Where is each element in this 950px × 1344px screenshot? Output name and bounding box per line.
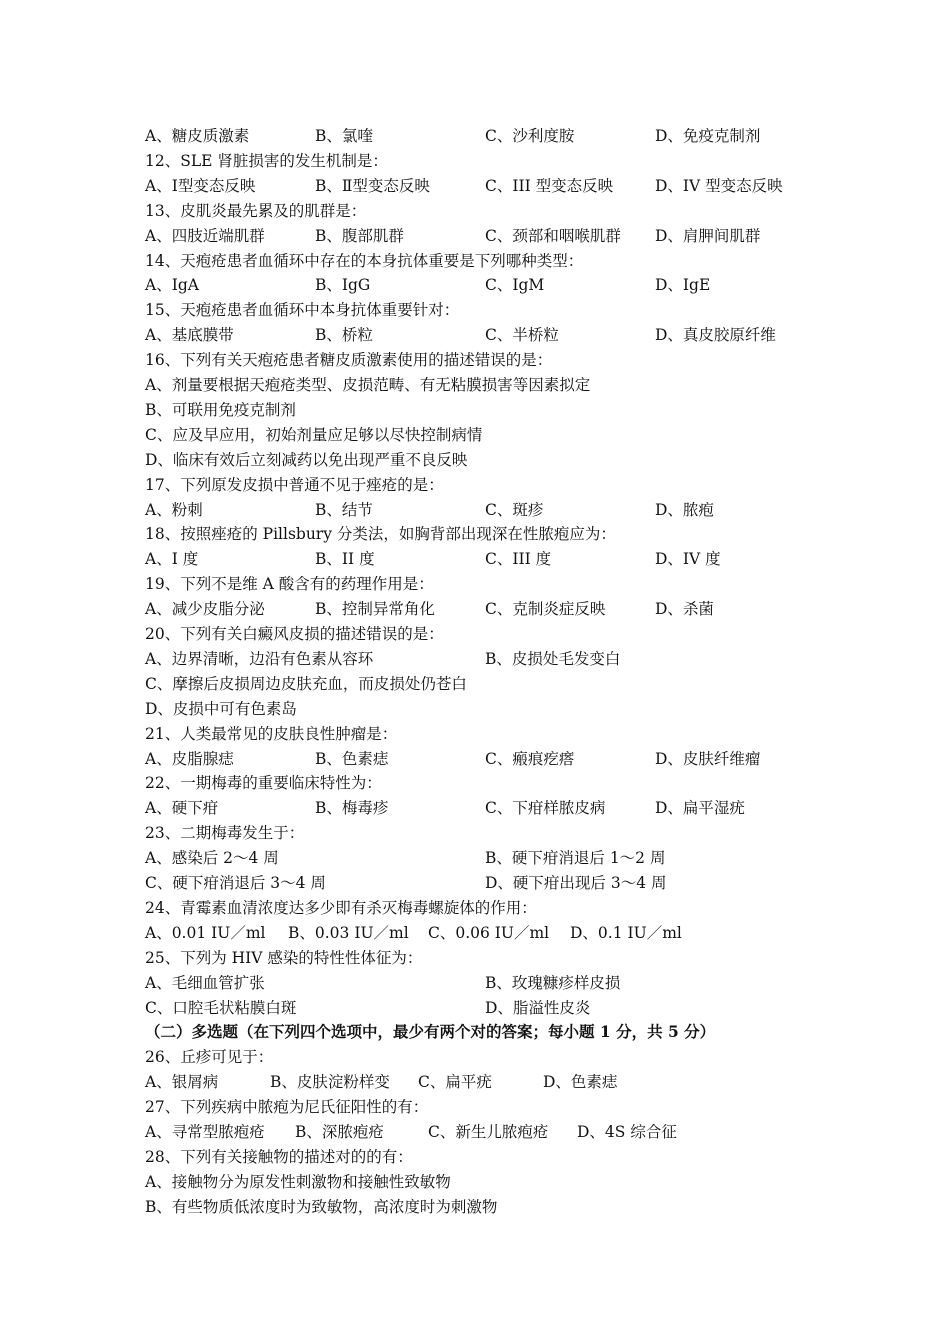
answer-option: C、颈部和咽喉肌群	[485, 226, 621, 245]
answer-option: D、IgE	[655, 276, 711, 295]
answer-option: D、肩胛间肌群	[655, 226, 761, 245]
answer-option: B、玫瑰糠疹样皮损	[485, 973, 621, 992]
question-text: A、剂量要根据天疱疮类型、皮损范畴、有无粘膜损害等因素拟定	[145, 376, 591, 394]
answer-option: D、杀菌	[655, 600, 714, 619]
answer-option: D、0.1 IU／ml	[570, 923, 682, 942]
question-text: B、有些物质低浓度时为致敏物，高浓度时为刺激物	[145, 1197, 498, 1216]
answer-option: B、梅毒疹	[315, 799, 389, 818]
answer-option: B、皮肤淀粉样变	[270, 1073, 390, 1092]
answer-option: B、腹部肌群	[315, 226, 404, 245]
answer-option: D、4S 综合征	[577, 1123, 677, 1141]
answer-option: A、0.01 IU／ml	[145, 923, 266, 942]
question-text: C、应及早应用，初始剂量应足够以尽快控制病情	[145, 425, 483, 444]
question-text: 24、青霉素血清浓度达多少即有杀灭梅毒螺旋体的作用：	[145, 898, 537, 917]
answer-option: A、糖皮质激素	[145, 127, 250, 145]
answer-option: B、结节	[315, 500, 373, 519]
question-text: 17、下列原发皮损中普通不见于痤疮的是：	[145, 475, 444, 494]
answer-option: C、III 度	[485, 550, 552, 569]
answer-option: C、新生儿脓疱疮	[428, 1123, 549, 1141]
answer-option: A、寻常型脓疱疮	[145, 1123, 265, 1141]
answer-option: A、I 度	[145, 550, 199, 569]
answer-option: B、桥粒	[315, 326, 373, 345]
answer-option: B、II 度	[315, 550, 375, 569]
answer-option: C、硬下疳消退后 3～4 周	[145, 874, 326, 892]
answer-option: B、色素痣	[315, 749, 389, 768]
question-text: 18、按照痤疮的 Pillsbury 分类法，如胸背部出现深在性脓疱应为：	[145, 525, 616, 544]
answer-option: A、基底膜带	[145, 326, 234, 345]
question-text: 27、下列疾病中脓疱为尼氏征阳性的有：	[145, 1098, 429, 1117]
answer-option: B、硬下疳消退后 1～2 周	[485, 849, 666, 868]
question-text: 12、SLE 肾脏损害的发生机制是：	[145, 151, 388, 170]
question-text: A、接触物分为原发性刺激物和接触性致敏物	[145, 1172, 451, 1191]
question-text: 14、天疱疮患者血循环中存在的本身抗体重要是下列哪种类型：	[145, 251, 584, 270]
answer-option: A、四肢近端肌群	[145, 226, 265, 245]
question-text: 28、下列有关接触物的描述对的的有：	[145, 1147, 413, 1166]
answer-option: C、沙利度胺	[485, 127, 575, 145]
answer-option: A、感染后 2～4 周	[145, 849, 279, 868]
question-text: C、摩擦后皮损周边皮肤充血，而皮损处仍苍白	[145, 674, 467, 693]
answer-option: D、IV 度	[655, 550, 721, 569]
answer-option: D、IV 型变态反映	[655, 176, 783, 195]
answer-option: A、边界清晰，边沿有色素从容环	[145, 649, 374, 668]
question-text: 13、皮肌炎最先累及的肌群是：	[145, 201, 367, 220]
answer-option: D、扁平湿疣	[655, 799, 745, 818]
answer-option: B、皮损处毛发变白	[485, 649, 621, 668]
question-text: 22、一期梅毒的重要临床特性为：	[145, 774, 382, 793]
answer-option: C、口腔毛状粘膜白斑	[145, 998, 297, 1017]
answer-option: D、硬下疳出现后 3～4 周	[485, 874, 667, 892]
answer-option: D、真皮胶原纤维	[655, 326, 776, 345]
answer-option: A、硬下疳	[145, 799, 219, 818]
answer-option: A、粉刺	[145, 500, 203, 519]
answer-option: C、克制炎症反映	[485, 600, 606, 619]
answer-option: B、氯喹	[315, 127, 373, 145]
question-text: 23、二期梅毒发生于：	[145, 824, 305, 843]
section-heading: （二）多选题（在下列四个选项中，最少有两个对的答案；每小题 1 分，共 5 分）	[145, 1022, 716, 1042]
answer-option: B、控制异常角化	[315, 600, 435, 619]
answer-option: D、免疫克制剂	[655, 127, 761, 145]
answer-option: C、斑疹	[485, 500, 544, 519]
answer-option: D、色素痣	[543, 1073, 618, 1092]
answer-option: C、扁平疣	[418, 1073, 492, 1092]
answer-option: D、皮肤纤维瘤	[655, 749, 761, 768]
question-text: D、皮损中可有色素岛	[145, 699, 297, 718]
answer-option: D、脓疱	[655, 500, 714, 519]
answer-option: C、III 型变态反映	[485, 176, 614, 195]
question-text: 16、下列有关天疱疮患者糖皮质激素使用的描述错误的是：	[145, 351, 553, 370]
answer-option: A、毛细血管扩张	[145, 973, 265, 992]
question-text: 26、丘疹可见于：	[145, 1048, 274, 1067]
answer-option: D、脂溢性皮炎	[485, 998, 591, 1017]
answer-option: A、皮脂腺痣	[145, 749, 234, 768]
answer-option: C、IgM	[485, 276, 545, 295]
question-text: 19、下列不是维 A 酸含有的药理作用是：	[145, 575, 434, 594]
answer-option: B、0.03 IU／ml	[288, 923, 409, 942]
answer-option: B、IgG	[315, 276, 371, 295]
answer-option: B、深脓疱疮	[295, 1123, 384, 1141]
question-text: 15、天疱疮患者血循环中本身抗体重要针对：	[145, 301, 460, 320]
answer-option: A、银屑病	[145, 1073, 219, 1092]
question-text: 20、下列有关白癜风皮损的描述错误的是：	[145, 625, 444, 643]
question-text: 21、人类最常见的皮肤良性肿瘤是：	[145, 724, 398, 743]
question-text: 25、下列为 HIV 感染的特性性体征为：	[145, 948, 423, 967]
answer-option: C、半桥粒	[485, 326, 559, 345]
answer-option: C、瘢痕疙瘩	[485, 749, 575, 768]
answer-option: A、IgA	[145, 276, 199, 295]
answer-option: A、减少皮脂分泌	[145, 600, 265, 619]
answer-option: C、下疳样脓皮病	[485, 799, 606, 818]
question-text: B、可联用免疫克制剂	[145, 400, 296, 419]
answer-option: A、Ⅰ型变态反映	[145, 176, 256, 195]
answer-option: B、Ⅱ型变态反映	[315, 176, 430, 195]
question-text: D、临床有效后立刻减药以免出现严重不良反映	[145, 450, 468, 469]
answer-option: C、0.06 IU／ml	[428, 923, 550, 942]
